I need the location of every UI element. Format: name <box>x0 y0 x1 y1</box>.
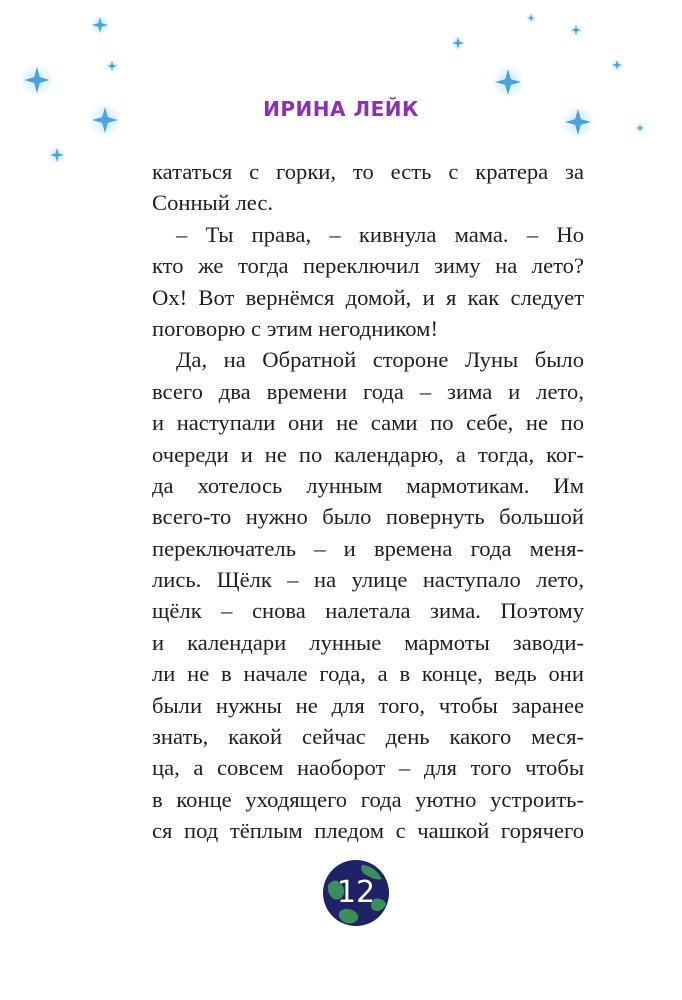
text-line: очереди и не по календарю, а тогда, ког- <box>152 441 584 467</box>
text-line: Сонный лес. <box>152 190 274 216</box>
text-line: щёлк – снова налетала зима. Поэтому <box>152 598 584 624</box>
text-line: в конце уходящего года уютно устроить- <box>152 786 584 812</box>
text-line: переключатель – и времена года меня- <box>152 535 584 561</box>
text-line: ца, а совсем наоборот – для того чтобы <box>152 755 584 781</box>
text-line: кататься с горки, то есть с кратера за <box>152 159 584 184</box>
body-text <box>152 156 584 847</box>
page-number: 12 <box>336 875 376 910</box>
text-line: ли не в начале года, а в конце, ведь они <box>152 661 584 687</box>
text-line: ся под тёплым пледом с чашкой горячего <box>152 818 584 844</box>
text-line: лись. Щёлк – на улице наступало лето, <box>152 567 584 593</box>
text-line: Да, на Обратной стороне Луны было <box>176 347 584 373</box>
text-line: кто же тогда переключил зиму на лето? <box>152 253 584 279</box>
text-line: Ох! Вот вернёмся домой, и я как следует <box>152 284 584 310</box>
author-name: ИРИНА ЛЕЙК <box>263 97 419 121</box>
text-line: поговорю с этим негодником! <box>152 315 438 341</box>
text-line: знать, какой сейчас день какого меся- <box>152 724 584 750</box>
text-line: да хотелось лунным мармотикам. Им <box>152 472 584 498</box>
text-line: всего два времени года – зима и лето, <box>152 378 584 404</box>
text-line: – Ты права, – кивнула мама. – Но <box>176 221 584 247</box>
text-line: всего-то нужно было повернуть большой <box>152 504 584 530</box>
text-line: были нужны не для того, чтобы заранее <box>152 692 584 718</box>
text-line: и наступали они не сами по себе, не по <box>152 410 584 436</box>
text-line: и календари лунные мармоты заводи- <box>152 629 584 655</box>
